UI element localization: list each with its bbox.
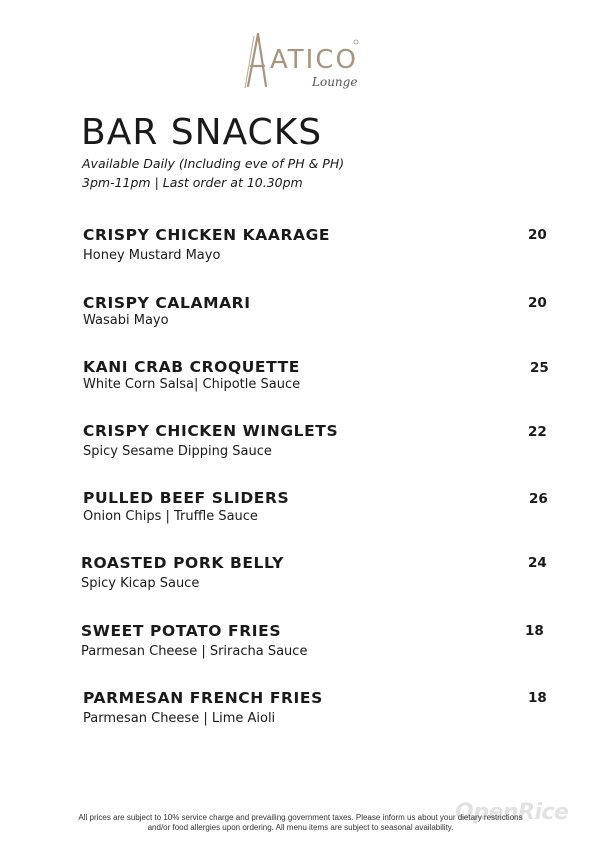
menu-item [0, 358, 601, 408]
menu-item [0, 294, 601, 344]
item-description: Wasabi Mayo [83, 313, 169, 328]
item-description: Honey Mustard Mayo [83, 248, 221, 263]
page-title: BAR SNACKS [81, 112, 323, 153]
item-name: PARMESAN FRENCH FRIES [83, 689, 323, 707]
item-name: CRISPY CHICKEN KAARAGE [83, 226, 331, 244]
menu-item [0, 689, 601, 739]
menu-item [0, 489, 601, 539]
item-price: 26 [529, 491, 548, 507]
hours-note: 3pm-11pm | Last order at 10.30pm [82, 175, 303, 190]
openrice-watermark: OpenRice [455, 800, 569, 825]
item-description: Parmesan Cheese | Lime Aioli [83, 711, 276, 726]
item-price: 24 [528, 555, 547, 571]
footer-note-line-1: All prices are subject to 10% service charge and prevailing government taxes. Please inform us about your dietary restrictions [78, 813, 523, 822]
item-description: Parmesan Cheese | Sriracha Sauce [81, 644, 308, 659]
footer-note-line-2: and/or food allergies upon ordering. All menu items are subject to seasonal availability. [147, 823, 454, 832]
item-name: KANI CRAB CROQUETTE [83, 358, 300, 376]
item-description: Spicy Sesame Dipping Sauce [83, 444, 272, 459]
item-price: 20 [528, 295, 547, 311]
logo-script: Lounge [312, 75, 358, 89]
availability-note: Available Daily (Including eve of PH & PH) [82, 156, 345, 171]
menu-item [0, 622, 601, 672]
item-name: CRISPY CHICKEN WINGLETS [83, 422, 339, 440]
item-description: Onion Chips | Truffle Sauce [83, 509, 258, 524]
item-price: 20 [528, 227, 547, 243]
menu-item [0, 422, 601, 472]
item-description: White Corn Salsa| Chipotle Sauce [83, 377, 301, 392]
atico-lounge-logo [240, 28, 365, 100]
item-price: 25 [530, 360, 549, 376]
logo-wordmark: ATICO [270, 45, 358, 75]
item-name: PULLED BEEF SLIDERS [83, 489, 290, 507]
logo-mark [240, 28, 365, 100]
item-price: 18 [528, 690, 547, 706]
menu-item [0, 554, 601, 604]
item-name: SWEET POTATO FRIES [81, 622, 282, 640]
item-price: 22 [528, 424, 547, 440]
item-description: Spicy Kicap Sauce [81, 576, 200, 591]
item-name: ROASTED PORK BELLY [81, 554, 284, 572]
item-name: CRISPY CALAMARI [83, 294, 251, 312]
item-price: 18 [525, 623, 544, 639]
menu-item [0, 226, 601, 276]
